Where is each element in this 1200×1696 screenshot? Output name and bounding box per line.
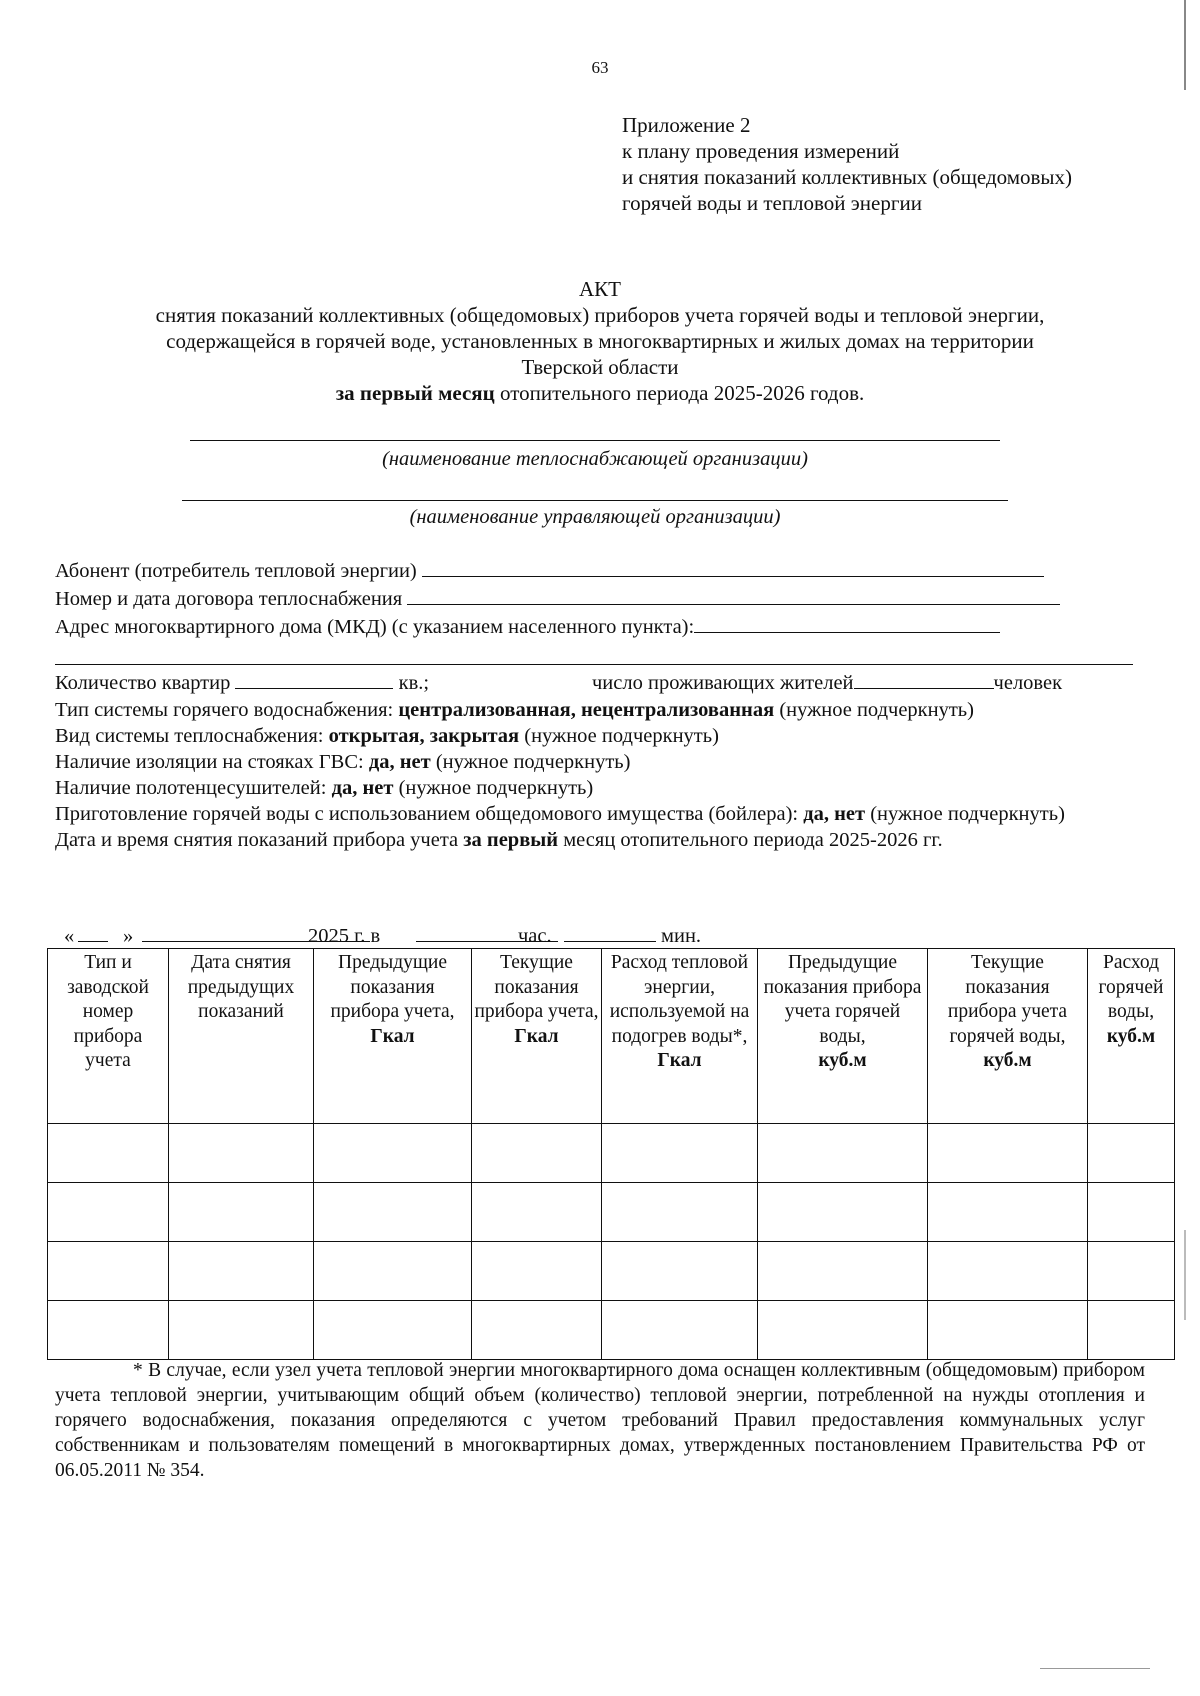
minute-blank[interactable]: [564, 923, 656, 942]
header-text: Предыдущие показания прибора учета,: [330, 952, 455, 1022]
header-cell: [314, 949, 472, 1124]
document-title: [60, 276, 1140, 406]
period-rest: отопительного периода 2025-2026 годов.: [494, 381, 865, 405]
heat-system-suffix: (нужное подчеркнуть): [519, 725, 719, 747]
header-unit: Гкал: [370, 1025, 415, 1047]
quote-close: »: [123, 925, 134, 947]
header-text: Предыдущие показания прибора учета горячей воды,: [763, 952, 922, 1047]
insulation-suffix: (нужное подчеркнуть): [430, 751, 631, 773]
hours-label: час.: [518, 925, 552, 947]
bottom-corner-mark: [1040, 1668, 1150, 1669]
table-cell[interactable]: [472, 1301, 602, 1360]
page-edge-mark: [1184, 1230, 1186, 1320]
hw-system-prefix: Тип системы горячего водоснабжения:: [55, 699, 399, 721]
appendix-line: к плану проведения измерений: [622, 139, 900, 163]
quote-open: «: [64, 925, 75, 947]
header-unit: Гкал: [514, 1025, 559, 1047]
appendix-line: и снятия показаний коллективных (общедомовых): [622, 165, 1073, 189]
readings-table: [47, 948, 1175, 1360]
boiler-line: [55, 801, 1145, 827]
datetime-prefix: Дата и время снятия показаний прибора учета: [55, 829, 464, 851]
title-line: снятия показаний коллективных (общедомовых) приборов учета горячей воды и тепловой энергии,: [155, 303, 1045, 327]
table-cell[interactable]: [169, 1124, 314, 1183]
table-cell[interactable]: [169, 1301, 314, 1360]
table-cell[interactable]: [1088, 1242, 1175, 1301]
hw-system-suffix: (нужное подчеркнуть): [774, 699, 974, 721]
table-cell[interactable]: [758, 1124, 928, 1183]
table-cell[interactable]: [314, 1183, 472, 1242]
appendix-header: [622, 112, 1182, 216]
datetime-line: [55, 827, 1145, 853]
header-cell: [48, 949, 169, 1124]
table-cell[interactable]: [48, 1183, 169, 1242]
insulation-prefix: Наличие изоляции на стояках ГВС:: [55, 751, 369, 773]
table-cell[interactable]: [758, 1301, 928, 1360]
table-cell[interactable]: [928, 1242, 1088, 1301]
table-cell[interactable]: [928, 1301, 1088, 1360]
header-text: Расход тепловой энергии, используемой на подогрев воды*,: [609, 952, 750, 1047]
header-cell: [472, 949, 602, 1124]
table-header-row: [48, 949, 1175, 1124]
year-label: 2025 г. в: [308, 925, 381, 947]
minutes-label: мин.: [661, 925, 702, 947]
table-cell[interactable]: [314, 1242, 472, 1301]
period-bold: за первый месяц: [335, 381, 495, 405]
footnote: [55, 1358, 1145, 1483]
table-cell[interactable]: [472, 1183, 602, 1242]
period-line: [60, 380, 1140, 406]
apartments-label: Количество квартир: [55, 672, 236, 694]
table-row: [48, 1301, 1175, 1360]
act-title: АКТ: [579, 277, 621, 301]
heat-supplier-caption: (наименование теплоснабжающей организации): [382, 448, 808, 470]
table-cell[interactable]: [314, 1124, 472, 1183]
towel-dryer-suffix: (нужное подчеркнуть): [393, 777, 594, 799]
residents-unit: человек: [993, 672, 1063, 694]
table-cell[interactable]: [602, 1183, 758, 1242]
table-cell[interactable]: [758, 1183, 928, 1242]
header-text: Расход горячей воды,: [1098, 952, 1164, 1022]
header-cell: [169, 949, 314, 1124]
address-field: [55, 614, 1145, 640]
day-blank[interactable]: [78, 923, 108, 942]
subscriber-field: [55, 558, 1145, 584]
header-text: Текущие показания прибора учета горячей воды,: [947, 952, 1068, 1047]
insulation-line: [55, 749, 1145, 775]
table-cell[interactable]: [1088, 1301, 1175, 1360]
header-unit: куб.м: [818, 1050, 867, 1071]
heat-system-prefix: Вид системы теплоснабжения:: [55, 725, 329, 747]
table-cell[interactable]: [1088, 1183, 1175, 1242]
header-text: Дата снятия предыдущих показаний: [187, 952, 295, 1022]
boiler-options[interactable]: да, нет: [803, 803, 866, 825]
table-cell[interactable]: [48, 1301, 169, 1360]
management-org-caption: (наименование управляющей организации): [409, 506, 781, 528]
header-cell: [928, 949, 1088, 1124]
header-cell: [758, 949, 928, 1124]
page-number: 63: [591, 58, 609, 77]
insulation-options[interactable]: да, нет: [368, 751, 431, 773]
subscriber-label: Абонент (потребитель тепловой энергии): [55, 560, 422, 582]
address-blank-line2[interactable]: [55, 664, 1133, 665]
table-cell[interactable]: [602, 1301, 758, 1360]
hw-system-options[interactable]: централизованная, нецентрализованная: [398, 699, 775, 721]
address-label: Адрес многоквартирного дома (МКД) (с указанием населенного пункта):: [55, 616, 695, 638]
residents-label: число проживающих жителей: [592, 672, 854, 694]
datetime-bold: за первый: [463, 829, 559, 851]
table-cell[interactable]: [602, 1124, 758, 1183]
system-options: [55, 697, 1145, 853]
table-row: [48, 1183, 1175, 1242]
management-org-blank[interactable]: [182, 500, 1008, 501]
table-cell[interactable]: [758, 1242, 928, 1301]
heat-system-line: [55, 723, 1145, 749]
table-cell[interactable]: [48, 1242, 169, 1301]
header-unit: куб.м: [983, 1050, 1032, 1071]
heat-supplier-blank[interactable]: [190, 440, 1000, 441]
datetime-fill-row: [64, 923, 1164, 949]
title-line: Тверской области: [521, 355, 679, 379]
header-unit: куб.м: [1106, 1025, 1156, 1047]
contract-blank[interactable]: [407, 586, 1060, 605]
hw-system-line: [55, 697, 1145, 723]
residents-field: [592, 670, 1062, 696]
subscriber-blank[interactable]: [422, 558, 1044, 577]
table-cell[interactable]: [314, 1301, 472, 1360]
appendix-line: горячей воды и тепловой энергии: [622, 191, 922, 215]
table-cell[interactable]: [1088, 1124, 1175, 1183]
header-cell: [1088, 949, 1175, 1124]
boiler-suffix: (нужное подчеркнуть): [865, 803, 1065, 825]
residents-blank[interactable]: [854, 670, 994, 689]
header-text: Текущие показания прибора учета,: [474, 952, 599, 1022]
table-cell[interactable]: [169, 1183, 314, 1242]
heat-system-options[interactable]: открытая, закрытая: [328, 725, 520, 747]
table-cell[interactable]: [472, 1242, 602, 1301]
table-cell[interactable]: [169, 1242, 314, 1301]
datetime-suffix: месяц отопительного периода 2025-2026 гг.: [558, 829, 943, 851]
apartments-blank[interactable]: [235, 670, 393, 689]
table-cell[interactable]: [48, 1124, 169, 1183]
title-line: содержащейся в горячей воде, установленных в многоквартирных и жилых домах на территории: [166, 329, 1034, 353]
table-cell[interactable]: [928, 1124, 1088, 1183]
contract-label: Номер и дата договора теплоснабжения: [55, 588, 408, 610]
apartments-unit: кв.;: [393, 672, 430, 694]
table-cell[interactable]: [602, 1242, 758, 1301]
footnote-text: * В случае, если узел учета тепловой энергии многоквартирного дома оснащен коллективным (общедомовым) прибором учета тепловой энергии, учитывающим общий объем (количество) тепловой энергии, потребленной на нужды отопления и горячего водоснабжения, показания определяются с учетом требований Правил предоставления коммунальных услуг собственникам и пользователям помещений в многоквартирных домах, утвержденных постановлением Правительства РФ от 06.05.2011 № 354.: [55, 1360, 1145, 1481]
table-row: [48, 1242, 1175, 1301]
towel-dryer-line: [55, 775, 1145, 801]
towel-dryer-options[interactable]: да, нет: [331, 777, 394, 799]
address-blank[interactable]: [694, 614, 1000, 633]
header-unit: Гкал: [657, 1050, 702, 1071]
table-cell[interactable]: [928, 1183, 1088, 1242]
header-cell: [602, 949, 758, 1124]
table-row: [48, 1124, 1175, 1183]
appendix-line: Приложение 2: [622, 113, 751, 137]
boiler-prefix: Приготовление горячей воды с использованием общедомового имущества (бойлера):: [55, 803, 804, 825]
towel-dryer-prefix: Наличие полотенцесушителей:: [55, 777, 332, 799]
contract-field: [55, 586, 1145, 612]
header-text: Тип и заводской номер прибора учета: [67, 952, 149, 1071]
table-cell[interactable]: [472, 1124, 602, 1183]
